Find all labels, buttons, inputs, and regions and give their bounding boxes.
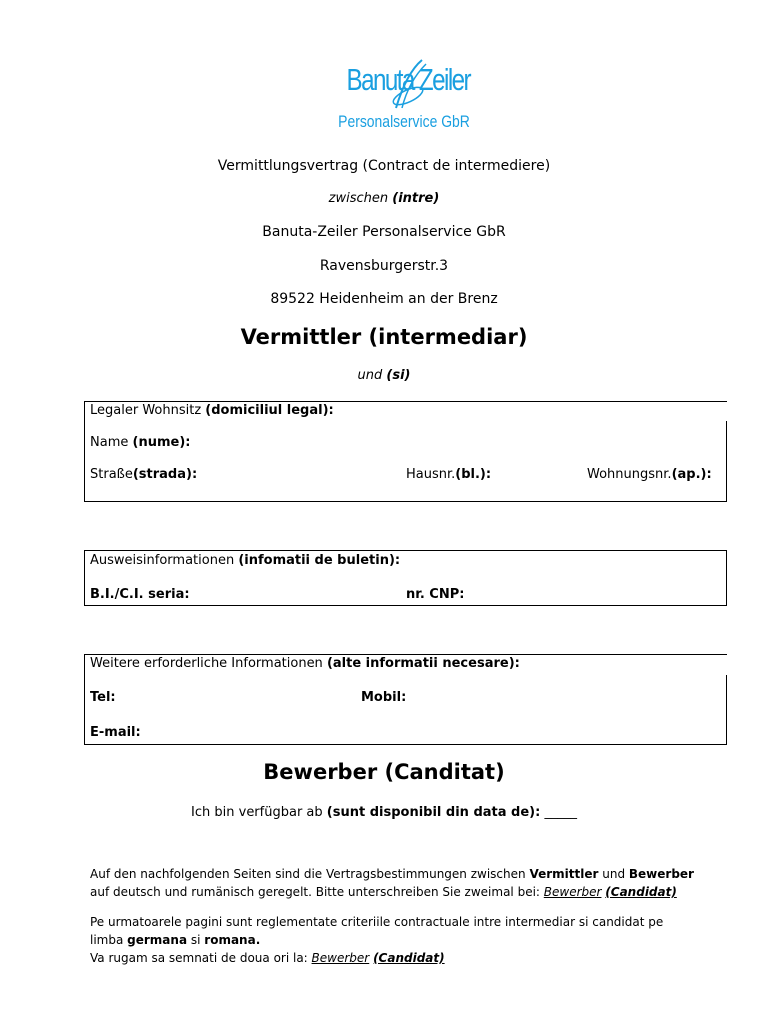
and-line [0, 368, 768, 383]
houseno-field[interactable] [406, 467, 491, 482]
p2-romana: romana. [204, 933, 261, 947]
availability-de: Ich bin verfügbar ab [191, 805, 323, 820]
footer-paragraph-de [90, 865, 730, 901]
residence-heading-ro: (domiciliul legal): [205, 403, 334, 418]
cnp-field[interactable]: nr. CNP: [406, 587, 465, 602]
id-info-heading-ro: (infomatii de buletin): [238, 553, 401, 568]
aptno-label-ro: (ap.): [671, 467, 712, 482]
p1-bewerber: Bewerber [628, 867, 694, 881]
street-label-ro: (strada): [132, 467, 198, 482]
between-line [0, 191, 768, 206]
footer-paragraph-ro [90, 913, 730, 967]
p2-germana: germana [127, 933, 188, 947]
mobile-field[interactable]: Mobil: [361, 690, 407, 705]
contract-title: Vermittlungsvertrag (Contract de intermediere) [217, 158, 551, 174]
residence-heading [90, 403, 334, 418]
between-ro: (intre) [392, 191, 440, 206]
email-field[interactable]: E-mail: [90, 725, 141, 740]
p3-sig-de: Bewerber [311, 951, 370, 965]
name-label-de: Name [90, 435, 129, 450]
aptno-field[interactable] [587, 467, 712, 482]
name-field[interactable] [90, 435, 190, 450]
and-ro: (si) [386, 368, 411, 383]
p1-und: und [602, 867, 626, 881]
id-info-heading [90, 553, 400, 568]
p3-text-a: Va rugam sa semnati de doua ori la: [90, 951, 308, 965]
aptno-label-de: Wohnungsnr. [587, 467, 672, 482]
company-city: 89522 Heidenheim an der Brenz [270, 291, 498, 307]
id-info-heading-de: Ausweisinformationen [90, 553, 235, 568]
houseno-label-de: Hausnr. [406, 467, 456, 482]
other-info-heading-de: Weitere erforderliche Informationen [90, 656, 323, 671]
residence-heading-de: Legaler Wohnsitz [90, 403, 202, 418]
company-street: Ravensburgerstr.3 [319, 258, 449, 274]
p1-text-b: auf deutsch und rumänisch geregelt. Bitte unterschreiben Sie zweimal bei: [90, 885, 540, 899]
name-label-ro: (nume): [132, 435, 191, 450]
houseno-label-ro: (bl.): [455, 467, 492, 482]
logo-subtitle: Personalservice GbR [338, 112, 470, 131]
availability-blank[interactable]: _____ [544, 805, 577, 820]
id-series-field[interactable]: B.I./C.I. seria: [90, 587, 190, 602]
p3-sig-ro: (Candidat) [373, 951, 445, 965]
role-intermediary: Vermittler (intermediar) [240, 325, 528, 349]
company-name: Banuta-Zeiler Personalservice GbR [262, 224, 506, 240]
p1-sig-ro: (Candidat) [605, 885, 677, 899]
company-logo [318, 48, 490, 144]
p1-sig-de: Bewerber [543, 885, 602, 899]
other-info-heading-ro: (alte informatii necesare): [326, 656, 520, 671]
availability-ro: (sunt disponibil din data de): [326, 805, 541, 820]
role-applicant: Bewerber (Canditat) [263, 760, 505, 784]
p2-si: si [190, 933, 201, 947]
tel-field[interactable]: Tel: [90, 690, 116, 705]
and-de: und [357, 368, 383, 383]
availability-line[interactable] [0, 805, 768, 820]
p1-text-a: Auf den nachfolgenden Seiten sind die Vertragsbestimmungen zwischen [90, 867, 526, 881]
street-field[interactable] [90, 467, 197, 482]
p1-vermittler: Vermittler [529, 867, 599, 881]
other-info-heading [90, 656, 520, 671]
street-label-de: Straße [90, 467, 133, 482]
between-de: zwischen [328, 191, 389, 206]
p2-text-a: Pe urmatoarele pagini sunt reglementate criteriile contractuale intre intermediar si candidat pe [90, 915, 664, 929]
logo-name: Banuta Zeiler [346, 62, 471, 97]
p2-limba: limba [90, 933, 124, 947]
